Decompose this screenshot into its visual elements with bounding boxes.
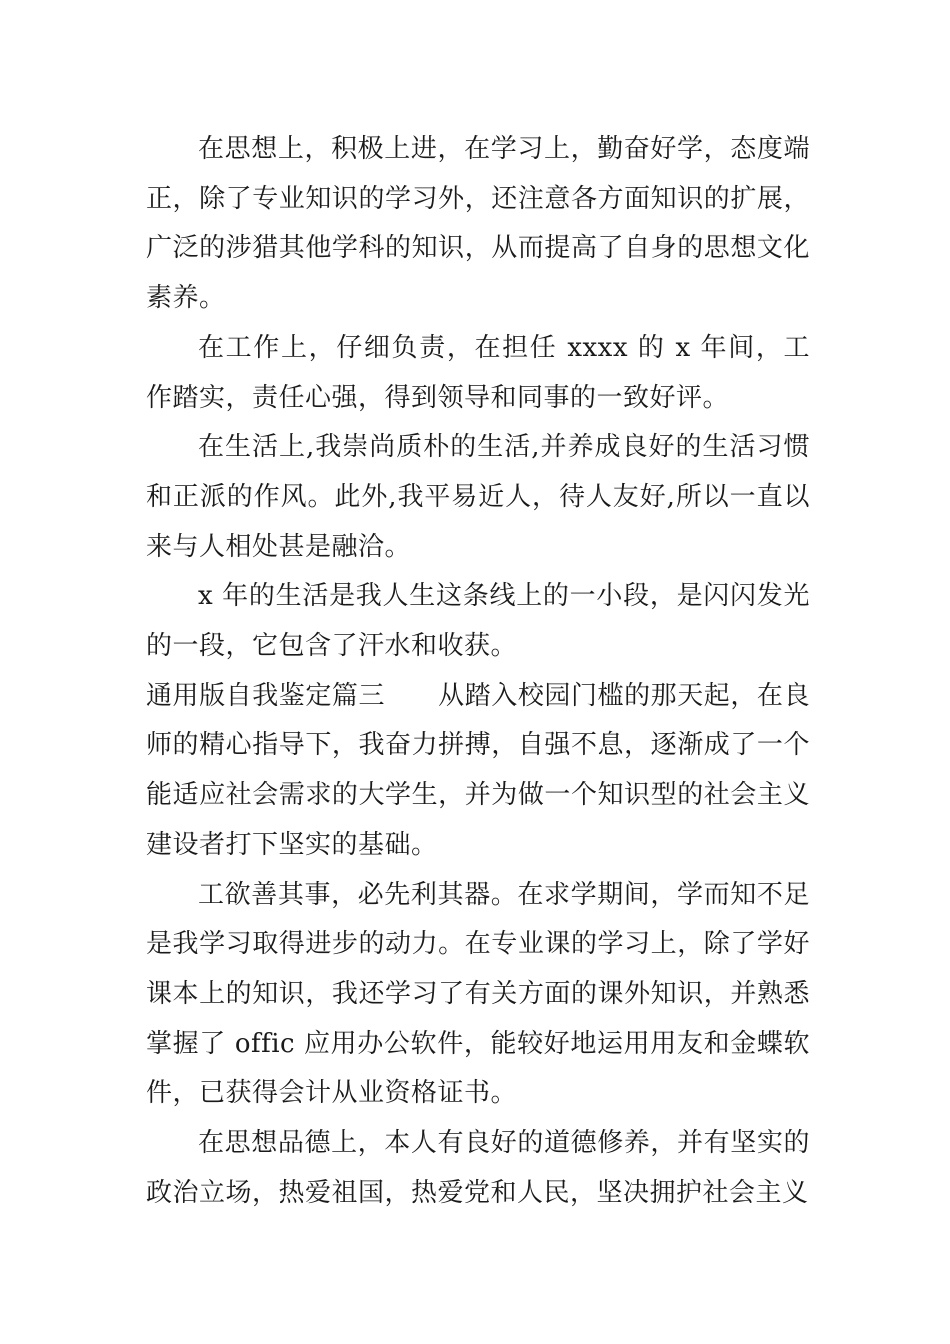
paragraph-morality: 在思想品德上，本人有良好的道德修养，并有坚实的政治立场，热爱祖国，热爱党和人民，坚决拥护社会主义 (146, 1128, 810, 1208)
paragraph-section-three: 通用版自我鉴定篇三 从踏入校园门槛的那天起，在良师的精心指导下，我奋力拼搏，自强不息，逐渐成了一个能适应社会需求的大学生，并为做一个知识型的社会主义建设者打下坚实的基础。 (146, 680, 810, 860)
paragraph-work: 在工作上，仔细负责，在担任 xxxx 的 x 年间，工作踏实，责任心强，得到领导和同事的一致好评。 (146, 332, 810, 413)
paragraph-life: 在生活上,我崇尚质朴的生活,并养成良好的生活习惯和正派的作风。此外,我平易近人，待人友好,所以一直以来与人相处甚是融洽。 (146, 432, 810, 562)
paragraph-study: 在思想上，积极上进，在学习上，勤奋好学，态度端正，除了专业知识的学习外，还注意各方面知识的扩展，广泛的涉猎其他学科的知识，从而提高了自身的思想文化素养。 (146, 134, 810, 314)
paragraph-skills: 工欲善其事，必先利其器。在求学期间，学而知不足是我学习取得进步的动力。在专业课的学习上，除了学好课本上的知识，我还学习了有关方面的课外知识，并熟悉掌握了 offic 应用办公软件，能较好地运用用友和金蝶软件，已获得会计从业资格证书。 (146, 879, 810, 1109)
document-body (146, 125, 810, 1218)
paragraph-summary: x 年的生活是我人生这条线上的一小段，是闪闪发光的一段，它包含了汗水和收获。 (146, 581, 810, 662)
